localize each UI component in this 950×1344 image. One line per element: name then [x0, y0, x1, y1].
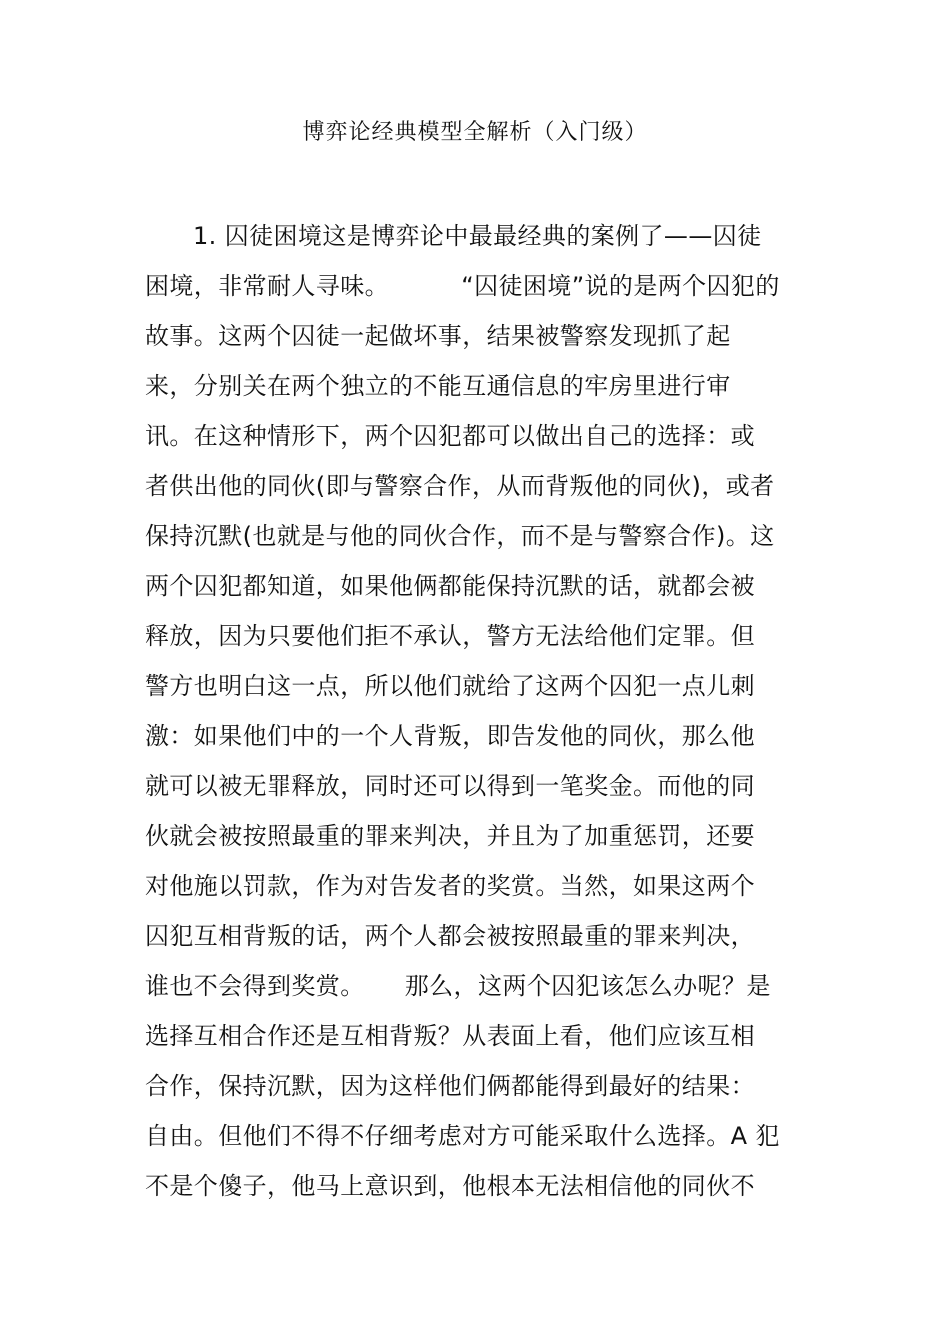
body-line: 对他施以罚款，作为对告发者的奖赏。当然，如果这两个: [145, 872, 755, 900]
body-line: 不是个傻子，他马上意识到，他根本无法相信他的同伙不: [145, 1172, 755, 1200]
body-line: 谁也不会得到奖赏。 那么，这两个囚犯该怎么办呢？是: [145, 972, 771, 1000]
body-line: 选择互相合作还是互相背叛？从表面上看，他们应该互相: [145, 1022, 755, 1050]
body-line: 来，分别关在两个独立的不能互通信息的牢房里进行审: [145, 372, 731, 400]
body-line: 者供出他的同伙(即与警察合作，从而背叛他的同伙)，或者: [145, 472, 775, 500]
body-line: 两个囚犯都知道，如果他俩都能保持沉默的话，就都会被: [145, 572, 755, 600]
body-line: 故事。这两个囚徒一起做坏事，结果被警察发现抓了起: [145, 322, 731, 350]
body-line: 合作，保持沉默，因为这样他们俩都能得到最好的结果：: [145, 1072, 755, 1100]
body-line: 讯。在这种情形下，两个囚犯都可以做出自己的选择：或: [145, 422, 755, 450]
body-line: 警方也明白这一点，所以他们就给了这两个囚犯一点儿刺: [145, 672, 755, 700]
document-body: [145, 211, 815, 1211]
body-line: 伙就会被按照最重的罪来判决，并且为了加重惩罚，还要: [145, 822, 755, 850]
document-title: 博弈论经典模型全解析（入门级）: [302, 120, 648, 145]
body-line: 释放，因为只要他们拒不承认，警方无法给他们定罪。但: [145, 622, 755, 650]
body-line: 囚犯互相背叛的话，两个人都会被按照最重的罪来判决，: [145, 922, 755, 950]
body-line: 自由。但他们不得不仔细考虑对方可能采取什么选择。A 犯: [145, 1122, 780, 1150]
body-line: 激：如果他们中的一个人背叛，即告发他的同伙，那么他: [145, 722, 755, 750]
body-line: 困境，非常耐人寻味。 “囚徒困境”说的是两个囚犯的: [145, 272, 780, 300]
body-line: 就可以被无罪释放，同时还可以得到一笔奖金。而他的同: [145, 772, 755, 800]
body-line: 保持沉默(也就是与他的同伙合作，而不是与警察合作)。这: [145, 522, 775, 550]
body-line: 1. 囚徒困境这是博弈论中最最经典的案例了——囚徒: [193, 222, 762, 250]
